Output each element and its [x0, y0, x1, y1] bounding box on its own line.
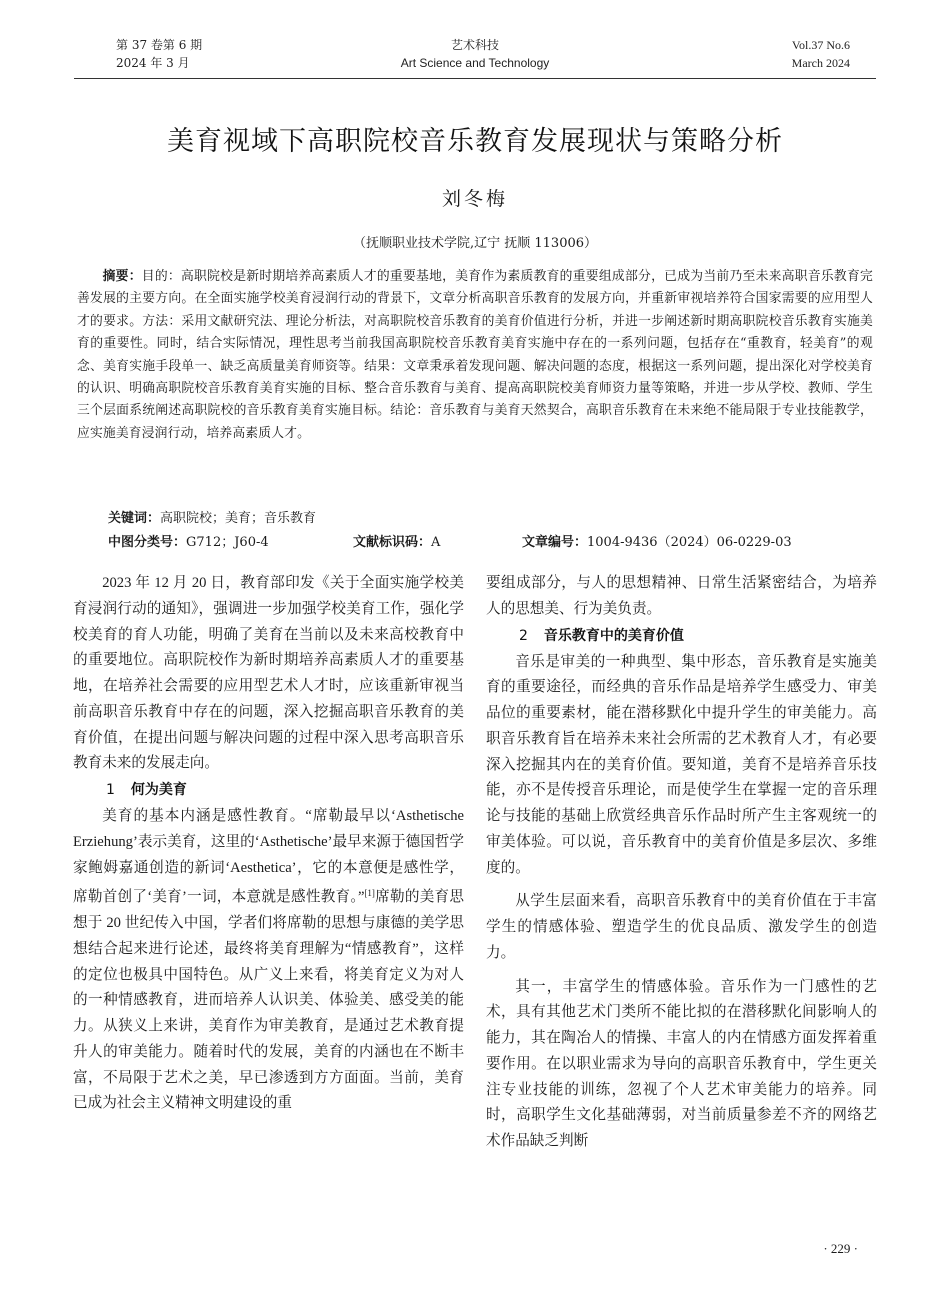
- section-title: 何为美育: [130, 782, 187, 798]
- section-heading-1: [73, 777, 464, 804]
- author-affiliation: （抚顺职业技术学院,辽宁 抚顺 113006）: [352, 236, 598, 251]
- clc-label: 中图分类号：: [108, 535, 187, 550]
- body-paragraph: 音乐是审美的一种典型、集中形态，音乐教育是实施美育的重要途径，而经典的音乐作品是培养学生感受力、审美品位的重要素材，能在潜移默化中提升学生的审美能力。高职音乐教育旨在培养未来社会所需的艺术教育人才，有必要深入挖掘其内在的美育价值。要知道，美育不是培养音乐技能，亦不是传授音乐理论，而是使学生在掌握一定的音乐理论与技能的基础上欣赏经典音乐作品时所产生主客观统一的审美体验。可以说，音乐教育中的美育价值是多层次、多维度的。: [486, 653, 877, 876]
- body-paragraph: [73, 804, 464, 1117]
- section-title: 音乐教育中的美育价值: [543, 627, 684, 644]
- body-paragraph: 其一，丰富学生的情感体验。音乐作为一门感性的艺术，具有其他艺术门类所不能比拟的在潜移默化间影响人的能力，其在陶冶人的情操、丰富人的内在情感方面发挥着重要作用。在以职业需求为导向的高职音乐教育中，学生更关注专业技能的训练，忽视了个人艺术审美能力的培养。同时，高职学生文化基础薄弱，对当前质量参差不齐的网络艺术作品缺乏判断: [486, 978, 877, 1149]
- citation-ref: [1]: [364, 888, 375, 899]
- keywords-label: 关键词：: [108, 511, 161, 526]
- header-journal: [74, 36, 876, 72]
- body-column-right: [486, 571, 877, 1155]
- date-cn: 2024 年 3 月: [116, 56, 190, 70]
- volume-en: Vol.37 No.6: [791, 38, 850, 52]
- document-code-label: 文献标识码：: [353, 535, 432, 550]
- running-header: [74, 36, 876, 79]
- abstract: [77, 266, 873, 445]
- keywords: [108, 508, 316, 530]
- clc-value: G712；J60-4: [186, 535, 269, 550]
- article-number-value: 1004-9436（2024）06-0229-03: [587, 535, 792, 550]
- article-title: 美育视域下高职院校音乐教育发展现状与策略分析: [167, 126, 783, 157]
- clc-number: [108, 532, 269, 554]
- section-number: 2: [519, 627, 528, 644]
- body-paragraph: 要组成部分，与人的思想精神、日常生活紧密结合，为培养人的思想美、行为美负责。: [486, 575, 877, 617]
- paragraph-text: 美育的基本内涵是感性教育。“席勒最早以‘Asthetische Erziehung’表示美育，这里的‘Asthetische’最早来源于德国哲学家鲍姆嘉通创造的新词‘Aesthetica’，它的本意便是感性学，席勒首创了‘美育’一词，本意就是感性教育。”: [73, 808, 464, 906]
- abstract-text: 目的：高职院校是新时期培养高素质人才的重要基地，美育作为素质教育的重要组成部分，已成为当前乃至未来高职音乐教育完善发展的主要方向。在全面实施学校美育浸润行动的背景下，文章分析高职音乐教育的发展方向，并重新审视培养符合国家需要的应用型人才的要求。方法：采用文献研究法、理论分析法，对高职院校音乐教育的美育价值进行分析，并进一步阐述新时期高职院校音乐教育实施美育的重要性。同时，结合实际情况，理性思考当前我国高职院校音乐教育美育实施中存在的一系列问题，包括存在“重教育，轻美育”的观念、美育实施手段单一、缺乏高质量美育师资等。结果：文章秉承着发现问题、解决问题的态度，根据这一系列问题，提出深化对学校美育的认识、明确高职院校音乐教育美育实施的目标、整合音乐教育与美育、提高高职院校美育师资力量等策略，并进一步从学校、教师、学生三个层面系统阐述高职院校的音乐教育美育实施目标。结论：音乐教育与美育天然契合，高职音乐教育在未来绝不能局限于专业技能教学，应实施美育浸润行动，培养高素质人才。: [77, 269, 873, 441]
- abstract-label: 摘要：: [102, 269, 142, 284]
- document-code: [353, 532, 440, 554]
- article-author: 刘冬梅: [441, 188, 508, 210]
- abstract-paragraph: [77, 266, 873, 445]
- body-column-left: [73, 571, 464, 1117]
- journal-name-en: Art Science and Technology: [400, 56, 550, 70]
- page-number: · 229 ·: [823, 1241, 858, 1256]
- body-paragraph: 2023 年 12 月 20 日，教育部印发《关于全面实施学校美育浸润行动的通知》，强调进一步加强学校美育工作，强化学校美育的育人功能，明确了美育在当前以及未来高校教育中的重要地位。高职院校作为新时期培养高素质人才的重要基地，在培养社会需要的应用型艺术人才时，应该重新审视当前高职音乐教育中存在的问题，深入挖掘高职音乐教育的美育价值，在提出问题与解决问题的过程中深入思考高职音乐教育未来的发展走向。: [73, 575, 464, 772]
- article-number: [522, 532, 792, 554]
- date-en: March 2024: [791, 56, 850, 70]
- keywords-text: 高职院校；美育；音乐教育: [160, 511, 317, 526]
- journal-name-cn: 艺术科技: [450, 38, 499, 52]
- document-code-value: A: [431, 535, 441, 550]
- article-number-label: 文章编号：: [522, 535, 588, 550]
- section-number: 1: [106, 782, 115, 798]
- body-paragraph: 从学生层面来看，高职音乐教育中的美育价值在于丰富学生的情感体验、塑造学生的优良品质、激发学生的创造力。: [486, 893, 877, 961]
- paragraph-text: 席勒的美育思想于 20 世纪传入中国，学者们将席勒的思想与康德的美学思想结合起来进行论述，最终将美育理解为“情感教育”，这样的定位也极具中国特色。从广义上来看，将美育定义为对人的一种情感教育，进而培养人认识美、体验美、感受美的能力。从狭义上来讲，美育作为审美教育，是通过艺术教育提升人的审美能力。随着时代的发展，美育的内涵也在不断丰富，不局限于艺术之美，早已渗透到方方面面。当前，美育已成为社会主义精神文明建设的重: [73, 889, 464, 1112]
- header-volume-en: [792, 36, 850, 72]
- section-heading-2: [486, 623, 877, 650]
- volume-cn: 第 37 卷第 6 期: [116, 38, 203, 52]
